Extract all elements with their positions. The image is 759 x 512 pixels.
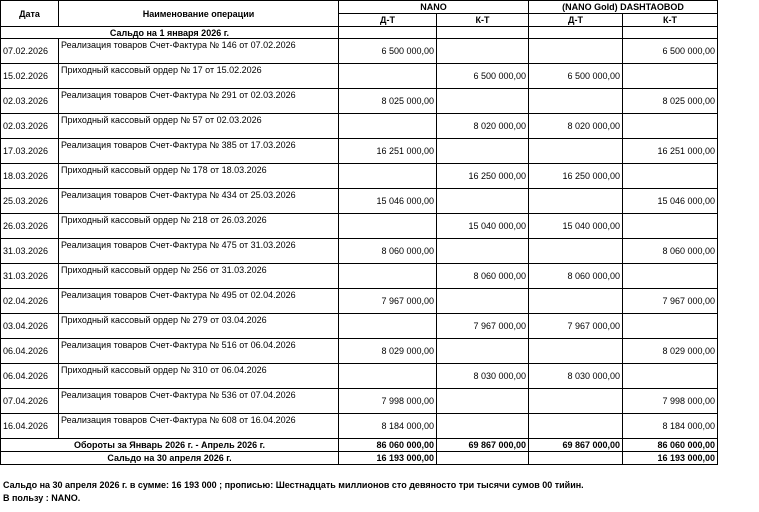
row-dashtaobod-debit: 6 500 000,00 (529, 64, 623, 89)
row-nano-debit (339, 264, 437, 289)
row-nano-credit: 7 967 000,00 (437, 314, 529, 339)
table-row (1, 239, 718, 264)
row-nano-debit: 8 025 000,00 (339, 89, 437, 114)
row-date: 26.03.2026 (1, 214, 59, 239)
row-dashtaobod-credit (623, 314, 718, 339)
header-date: Дата (1, 1, 59, 27)
row-dashtaobod-debit (529, 89, 623, 114)
row-operation: Приходный кассовый ордер № 17 от 15.02.2026 (59, 64, 339, 89)
row-dashtaobod-debit (529, 139, 623, 164)
row-date: 16.04.2026 (1, 414, 59, 439)
table-row (1, 39, 718, 64)
row-dashtaobod-debit: 8 060 000,00 (529, 264, 623, 289)
closing-nano-debit: 16 193 000,00 (339, 452, 437, 465)
row-date: 15.02.2026 (1, 64, 59, 89)
row-operation: Приходный кассовый ордер № 256 от 31.03.2026 (59, 264, 339, 289)
header-dashtaobod-credit: К-Т (623, 14, 718, 27)
row-nano-credit: 8 020 000,00 (437, 114, 529, 139)
row-nano-credit (437, 239, 529, 264)
row-operation: Приходный кассовый ордер № 57 от 02.03.2026 (59, 114, 339, 139)
table-row (1, 314, 718, 339)
table-row (1, 89, 718, 114)
row-dashtaobod-credit: 7 998 000,00 (623, 389, 718, 414)
row-nano-debit: 7 967 000,00 (339, 289, 437, 314)
row-operation: Реализация товаров Счет-Фактура № 475 от 31.03.2026 (59, 239, 339, 264)
row-date: 25.03.2026 (1, 189, 59, 214)
closing-balance-label: Сальдо на 30 апреля 2026 г. (1, 452, 339, 465)
row-dashtaobod-debit (529, 189, 623, 214)
table-row (1, 114, 718, 139)
table-row (1, 289, 718, 314)
table-row (1, 264, 718, 289)
row-dashtaobod-debit (529, 289, 623, 314)
row-dashtaobod-credit (623, 114, 718, 139)
row-nano-credit (437, 414, 529, 439)
transaction-rows (1, 39, 718, 439)
row-dashtaobod-debit: 7 967 000,00 (529, 314, 623, 339)
table-row (1, 64, 718, 89)
row-dashtaobod-credit: 7 967 000,00 (623, 289, 718, 314)
header-nano-credit: К-Т (437, 14, 529, 27)
row-dashtaobod-debit: 15 040 000,00 (529, 214, 623, 239)
row-dashtaobod-credit: 8 060 000,00 (623, 239, 718, 264)
row-date: 31.03.2026 (1, 239, 59, 264)
turnover-nano-debit: 86 060 000,00 (339, 439, 437, 452)
row-date: 07.02.2026 (1, 39, 59, 64)
row-operation: Реализация товаров Счет-Фактура № 385 от 17.03.2026 (59, 139, 339, 164)
row-dashtaobod-credit: 15 046 000,00 (623, 189, 718, 214)
row-date: 06.04.2026 (1, 339, 59, 364)
row-nano-credit: 8 030 000,00 (437, 364, 529, 389)
row-operation: Реализация товаров Счет-Фактура № 291 от 02.03.2026 (59, 89, 339, 114)
closing-nano-credit (437, 452, 529, 465)
row-dashtaobod-debit (529, 339, 623, 364)
row-date: 17.03.2026 (1, 139, 59, 164)
row-nano-credit: 16 250 000,00 (437, 164, 529, 189)
header-party-nano: NANO (339, 1, 529, 14)
row-operation: Реализация товаров Счет-Фактура № 516 от 06.04.2026 (59, 339, 339, 364)
row-date: 03.04.2026 (1, 314, 59, 339)
table-row (1, 214, 718, 239)
row-operation: Реализация товаров Счет-Фактура № 608 от 16.04.2026 (59, 414, 339, 439)
row-nano-credit (437, 339, 529, 364)
row-nano-debit: 15 046 000,00 (339, 189, 437, 214)
table-row (1, 389, 718, 414)
table-row (1, 414, 718, 439)
row-operation: Реализация товаров Счет-Фактура № 536 от 07.04.2026 (59, 389, 339, 414)
row-dashtaobod-credit: 8 029 000,00 (623, 339, 718, 364)
row-nano-credit: 8 060 000,00 (437, 264, 529, 289)
row-nano-credit (437, 189, 529, 214)
row-dashtaobod-credit: 8 025 000,00 (623, 89, 718, 114)
row-dashtaobod-credit (623, 264, 718, 289)
row-dashtaobod-credit: 8 184 000,00 (623, 414, 718, 439)
row-nano-debit: 8 060 000,00 (339, 239, 437, 264)
header-dashtaobod-debit: Д-Т (529, 14, 623, 27)
row-dashtaobod-debit: 8 030 000,00 (529, 364, 623, 389)
footer-summary: Сальдо на 30 апреля 2026 г. в сумме: 16 193 000 ; прописью: Шестнадцать миллионов сто девяносто три тысячи сумов 00 тийин. (3, 480, 584, 490)
table-row (1, 339, 718, 364)
row-operation: Приходный кассовый ордер № 218 от 26.03.2026 (59, 214, 339, 239)
row-dashtaobod-debit (529, 414, 623, 439)
row-nano-debit: 7 998 000,00 (339, 389, 437, 414)
row-dashtaobod-credit (623, 214, 718, 239)
table-row (1, 164, 718, 189)
header-party-dashtaobod: (NANO Gold) DASHTAOBOD (529, 1, 718, 14)
row-dashtaobod-debit: 16 250 000,00 (529, 164, 623, 189)
row-dashtaobod-credit (623, 164, 718, 189)
row-nano-debit (339, 314, 437, 339)
opening-dashtaobod-debit (529, 27, 623, 39)
row-date: 07.04.2026 (1, 389, 59, 414)
row-nano-credit (437, 89, 529, 114)
row-nano-debit (339, 364, 437, 389)
row-nano-credit: 6 500 000,00 (437, 64, 529, 89)
row-date: 18.03.2026 (1, 164, 59, 189)
opening-nano-credit (437, 27, 529, 39)
row-dashtaobod-credit: 6 500 000,00 (623, 39, 718, 64)
table-row (1, 189, 718, 214)
turnover-label: Обороты за Январь 2026 г. - Апрель 2026 г. (1, 439, 339, 452)
opening-nano-debit (339, 27, 437, 39)
row-operation: Реализация товаров Счет-Фактура № 434 от 25.03.2026 (59, 189, 339, 214)
table-row (1, 364, 718, 389)
turnover-dashtaobod-debit: 69 867 000,00 (529, 439, 623, 452)
row-operation: Реализация товаров Счет-Фактура № 495 от 02.04.2026 (59, 289, 339, 314)
opening-balance-label: Сальдо на 1 января 2026 г. (1, 27, 339, 39)
row-nano-debit: 8 184 000,00 (339, 414, 437, 439)
row-dashtaobod-credit (623, 64, 718, 89)
row-nano-credit (437, 39, 529, 64)
row-dashtaobod-credit (623, 364, 718, 389)
closing-dashtaobod-credit: 16 193 000,00 (623, 452, 718, 465)
row-nano-debit (339, 114, 437, 139)
header-nano-debit: Д-Т (339, 14, 437, 27)
row-nano-credit (437, 389, 529, 414)
row-dashtaobod-debit (529, 39, 623, 64)
row-nano-credit (437, 139, 529, 164)
table-row (1, 139, 718, 164)
row-dashtaobod-debit: 8 020 000,00 (529, 114, 623, 139)
closing-dashtaobod-debit (529, 452, 623, 465)
row-operation: Приходный кассовый ордер № 279 от 03.04.2026 (59, 314, 339, 339)
row-operation: Приходный кассовый ордер № 310 от 06.04.2026 (59, 364, 339, 389)
row-nano-credit (437, 289, 529, 314)
opening-dashtaobod-credit (623, 27, 718, 39)
row-date: 31.03.2026 (1, 264, 59, 289)
footer-in-favor: В пользу : NANO. (3, 493, 81, 503)
row-operation: Приходный кассовый ордер № 178 от 18.03.2026 (59, 164, 339, 189)
turnover-dashtaobod-credit: 86 060 000,00 (623, 439, 718, 452)
row-date: 06.04.2026 (1, 364, 59, 389)
row-nano-debit (339, 64, 437, 89)
row-nano-debit (339, 214, 437, 239)
row-dashtaobod-debit (529, 389, 623, 414)
row-nano-debit: 6 500 000,00 (339, 39, 437, 64)
row-date: 02.03.2026 (1, 89, 59, 114)
row-nano-debit: 16 251 000,00 (339, 139, 437, 164)
row-dashtaobod-credit: 16 251 000,00 (623, 139, 718, 164)
row-nano-debit: 8 029 000,00 (339, 339, 437, 364)
row-nano-credit: 15 040 000,00 (437, 214, 529, 239)
turnover-nano-credit: 69 867 000,00 (437, 439, 529, 452)
row-date: 02.04.2026 (1, 289, 59, 314)
row-nano-debit (339, 164, 437, 189)
row-dashtaobod-debit (529, 239, 623, 264)
header-operation: Наименование операции (59, 1, 339, 27)
row-operation: Реализация товаров Счет-Фактура № 146 от 07.02.2026 (59, 39, 339, 64)
row-date: 02.03.2026 (1, 114, 59, 139)
